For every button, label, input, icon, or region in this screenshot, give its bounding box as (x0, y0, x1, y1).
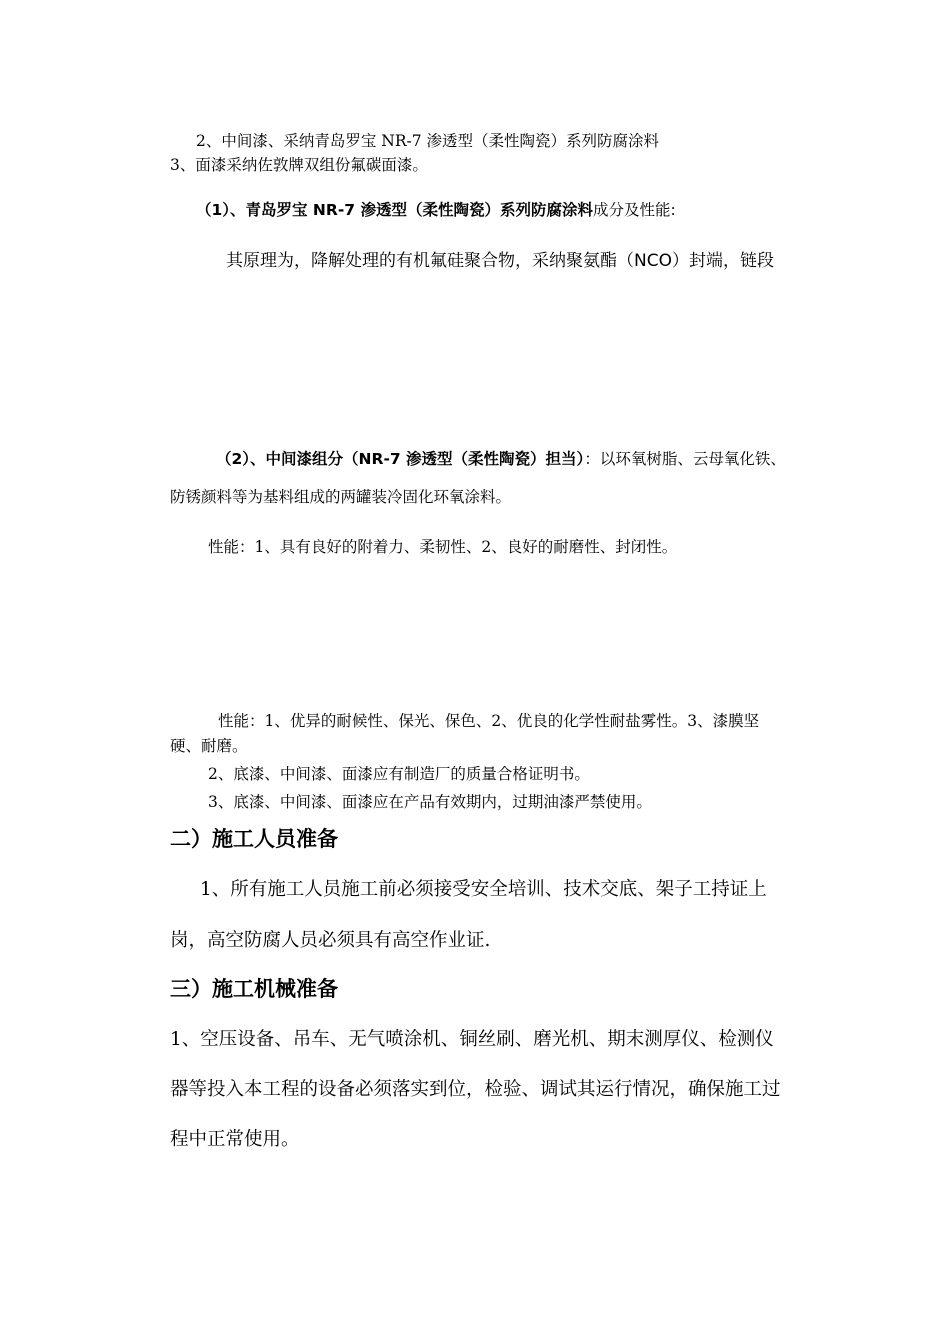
text-line-11: 3、底漆、中间漆、面漆应在产品有效期内，过期油漆严禁使用。 (208, 793, 652, 811)
text-line-12: 1、所有施工人员施工前必须接受安全培训、技术交底、架子工持证上 (200, 879, 767, 900)
section-heading-1-rest: 成分及性能: (592, 201, 676, 219)
text-line-2: 3、面漆采纳佐敦牌双组份氟碳面漆。 (170, 156, 428, 174)
text-line-13: 岗，高空防腐人员必须具有高空作业证. (170, 930, 491, 951)
text-line-15: 器等投入本工程的设备必须落实到位，检验、调试其运行情况，确保施工过 (170, 1079, 781, 1100)
text-line-14: 1、空压设备、吊车、无气喷涂机、铜丝刷、磨光机、期末测厚仪、检测仪 (170, 1029, 774, 1050)
text-line-16: 程中正常使用。 (170, 1129, 300, 1150)
heading-machinery: 三）施工机械准备 (170, 977, 338, 1001)
section-heading-2 (216, 447, 786, 469)
text-line-6: 防锈颜料等为基料组成的两罐装冷固化环氧涂料。 (170, 488, 512, 506)
section-heading-1 (196, 198, 676, 220)
text-line-9: 硬、耐磨。 (170, 737, 248, 755)
text-line-principle: 其原理为，降解处理的有机氟硅聚合物，采纳聚氨酯（NCO）封端，链段 (226, 251, 774, 271)
section-heading-2-bold: （2）、中间漆组分（NR-7 渗透型（柔性陶瓷）担当） (216, 450, 585, 468)
section-heading-2-rest: ：以环氧树脂、云母氧化铁、 (584, 450, 786, 468)
text-line-1: 2、中间漆、采纳青岛罗宝 NR-7 渗透型（柔性陶瓷）系列防腐涂料 (196, 132, 660, 150)
text-line-7: 性能：1、具有良好的附着力、柔韧性、2、良好的耐磨性、封闭性。 (208, 538, 678, 556)
text-line-8: 性能：1、优异的耐候性、保光、保色、2、优良的化学性耐盐雾性。3、漆膜坚 (218, 712, 760, 730)
section-heading-1-bold: （1）、青岛罗宝 NR-7 渗透型（柔性陶瓷）系列防腐涂料 (196, 201, 593, 219)
text-line-10: 2、底漆、中间漆、面漆应有制造厂的质量合格证明书。 (208, 765, 590, 783)
heading-personnel: 二）施工人员准备 (170, 827, 338, 851)
